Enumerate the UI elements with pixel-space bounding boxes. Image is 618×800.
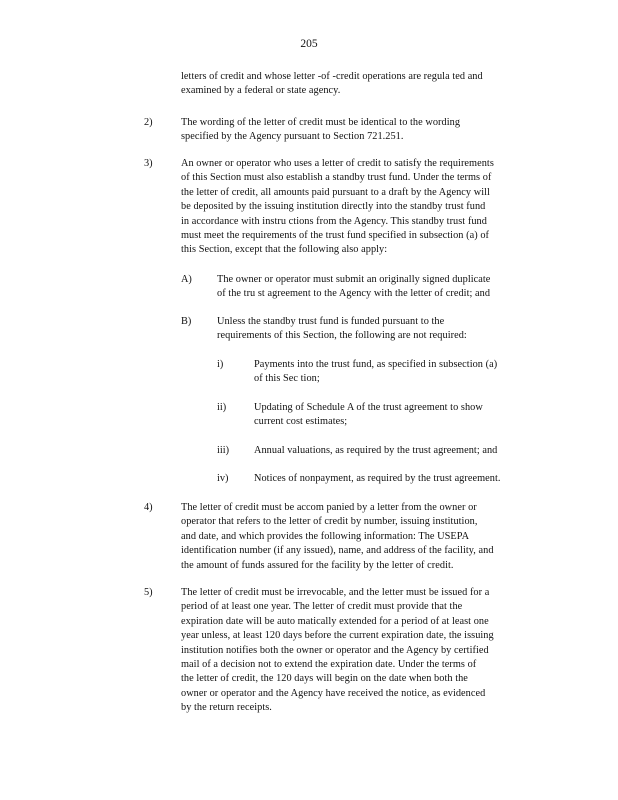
item-label-2: 2)	[144, 117, 153, 128]
text-line: Unless the standby trust fund is funded pursuant to the	[217, 316, 445, 327]
subsubitem-paragraph-i	[254, 358, 497, 387]
text-line: this Section, except that the following also apply:	[181, 244, 388, 256]
text-line: institution notifies both the owner or operator and the Agency by certified	[181, 644, 489, 656]
text-line: in accordance with instru ctions from the Agency. This standby trust fund	[181, 215, 487, 227]
text-line: be deposited by the issuing institution directly into the standby trust fund	[181, 201, 486, 213]
subitem-paragraph-b	[217, 315, 467, 344]
text-line: specified by the Agency pursuant to Section 721.251.	[181, 131, 404, 143]
text-line: the letter of credit, the 120 days will begin on the date when both the	[181, 673, 468, 685]
subsubitem-label-i: i)	[217, 359, 224, 370]
item-label-5: 5)	[144, 587, 153, 598]
text-line: must meet the requirements of the trust fund specified in subsection (a) of	[181, 230, 489, 242]
text-line: of this Sec tion;	[254, 373, 320, 385]
text-line: Notices of nonpayment, as required by the trust agreement.	[254, 473, 501, 484]
text-line: An owner or operator who uses a letter of credit to satisfy the requirements	[181, 158, 494, 169]
subsubitem-paragraph-iii	[254, 444, 497, 458]
text-line: The letter of credit must be accom panied by a letter from the owner or	[181, 502, 477, 513]
text-line: mail of a decision not to extend the expiration date. Under the terms of	[181, 659, 477, 671]
text-line: requirements of this Section, the following are not required:	[217, 330, 467, 342]
text-line: The wording of the letter of credit must be identical to the wording	[181, 117, 461, 128]
text-line: of the tru st agreement to the Agency with the letter of credit; and	[217, 288, 491, 300]
text-line: the amount of funds assured for the facility by the letter of credit.	[181, 559, 454, 571]
text-line: operator that refers to the letter of credit by number, issuing institution,	[181, 516, 478, 528]
subitem-label-a: A)	[181, 274, 192, 285]
text-line: year unless, at least 120 days before the current expiration date, the issuing	[181, 630, 494, 642]
text-line: current cost estimates;	[254, 416, 348, 428]
subsubitem-label-iv: iv)	[217, 473, 229, 484]
text-line: identification number (if any issued), name, and address of the facility, and	[181, 545, 494, 557]
item-paragraph-3	[181, 157, 494, 258]
text-line: letters of credit and whose letter -of -credit operations are regula ted and	[181, 71, 483, 82]
text-line: expiration date will be auto matically extended for a period of at least one	[181, 615, 489, 627]
text-line: of this Section must also establish a standby trust fund. Under the terms of	[181, 172, 492, 184]
item-paragraph-5	[181, 586, 494, 716]
item-paragraph-4	[181, 501, 494, 573]
text-line: owner or operator and the Agency have received the notice, as evidenced	[181, 687, 486, 699]
subitem-paragraph-a	[217, 273, 490, 302]
subsubitem-label-ii: ii)	[217, 402, 227, 413]
subitem-label-b: B)	[181, 316, 192, 327]
text-line: The owner or operator must submit an originally signed duplicate	[217, 274, 491, 285]
item-label-3: 3)	[144, 158, 153, 169]
subsubitem-paragraph-ii	[254, 401, 483, 430]
text-line: the letter of credit, all amounts paid pursuant to a draft by the Agency will	[181, 186, 490, 198]
text-line: and date, and which provides the following information: The USEPA	[181, 530, 470, 542]
text-line: Payments into the trust fund, as specified in subsection (a)	[254, 359, 498, 370]
item-paragraph-2	[181, 116, 460, 145]
page-number: 205	[300, 38, 318, 50]
text-line: Updating of Schedule A of the trust agreement to show	[254, 402, 483, 413]
text-line: Annual valuations, as required by the trust agreement; and	[254, 445, 498, 456]
text-line: The letter of credit must be irrevocable, and the letter must be issued for a	[181, 587, 490, 598]
continuation-paragraph	[181, 70, 483, 99]
item-label-4: 4)	[144, 502, 153, 513]
text-line: examined by a federal or state agency.	[181, 85, 341, 97]
text-line: by the return receipts.	[181, 702, 272, 714]
subsubitem-paragraph-iv	[254, 472, 501, 486]
subsubitem-label-iii: iii)	[217, 445, 230, 456]
text-line: period of at least one year. The letter of credit must provide that the	[181, 601, 463, 613]
